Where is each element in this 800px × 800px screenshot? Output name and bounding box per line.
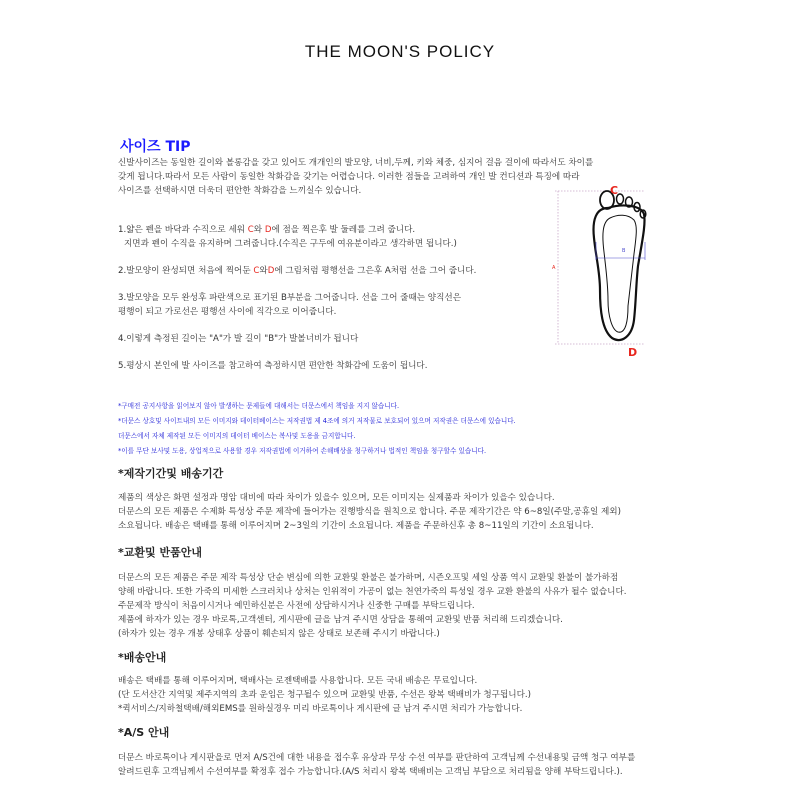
notice-2: *더문스 상호및 사이트내의 모든 이미지와 데이터베이스는 저작권법 제 4조에 의거 저작물로 보호되어 있으며 저작권은 더문스에 있습니다. <box>118 417 516 425</box>
production-heading: *제작기간및 배송기간 <box>118 467 224 480</box>
production-line-1: 제품의 색상은 화면 설정과 명암 대비에 따라 차이가 있을수 있으며, 모든 이미지는 실제품과 차이가 있을수 있습니다. <box>118 493 555 503</box>
as-line-1: 더문스 바로톡이나 게시판을로 먼저 A/S건에 대한 내용을 접수후 유상과 무상 수선 여부를 판단하여 고객님께 수선내용및 금액 청구 여부를 <box>118 753 636 763</box>
notice-3: 더문스에서 자체 제작된 모든 이미지의 데이터 베이스는 복사및 도용을 금지합니다. <box>118 432 356 440</box>
step-3-line-2: 평행이 되고 가로선은 평행선 사이에 직각으로 이어줍니다. <box>118 307 337 317</box>
exchange-line-3: 주문제작 방식이 처음이시거나 예민하신분은 사전에 상담하시거나 신중한 구매를 부탁드립니다. <box>118 601 475 611</box>
notice-1: *구매전 공지사항을 읽어보지 않아 발생하는 문제들에 대해서는 더문스에서 책임을 지지 않습니다. <box>118 402 400 410</box>
step-1-line-1: 1.얇은 펜을 바닥과 수직으로 세워 C와 D에 점을 찍은후 발 둘레를 그려 줍니다. <box>118 225 416 235</box>
exchange-line-2: 양해 바랍니다. 또한 가죽의 미세한 스크러치나 상처는 인위적이 가공이 없는 천연가죽의 특성일 경우 교환 환불의 사유가 될수 없습니다. <box>118 587 627 597</box>
exchange-line-1: 더문스의 모든 제품은 주문 제작 특성상 단순 변심에 의한 교환및 환불은 불가하며, 시즌오프및 세일 상품 역시 교환및 환불이 불가하점 <box>118 573 619 583</box>
shipping-heading: *배송안내 <box>118 651 167 664</box>
step-1-line-2: 지면과 펜이 수직을 유지하며 그려줍니다.(수직은 구두에 여유분이라고 생각하면 됩니다.) <box>124 239 457 249</box>
step-5: 5.평상시 본인에 발 사이즈를 참고하여 측정하시면 편안한 착화감에 도움이 됩니다. <box>118 361 428 371</box>
foot-outline <box>594 206 645 340</box>
label-c: C <box>610 184 619 197</box>
label-d: D <box>628 346 638 359</box>
label-a: A <box>552 265 556 271</box>
size-tip-intro-2: 갖게 됩니다.따라서 모든 사람이 동일한 착화감을 갖기는 어렵습니다. 이러한 점들을 고려하여 개인 발 컨디션과 특징에 따라 <box>118 172 580 182</box>
step-2: 2.발모양이 완성되면 처음에 찍어둔 C와D에 그림처럼 평행선을 그은후 A처럼 선을 그어 줍니다. <box>118 266 477 276</box>
as-heading: *A/S 안내 <box>118 726 170 739</box>
shipping-line-2: (단 도서산간 지역및 제주지역의 초과 운임은 청구될수 있으며 교환및 반품, 수선은 왕복 택배비가 청구됩니다.) <box>118 690 531 700</box>
production-line-3: 소요됩니다. 배송은 택배를 통해 이루어지며 2~3일의 기간이 소요됩니다. 제품을 주문하신후 총 8~11일의 기간이 소요됩니다. <box>118 521 594 531</box>
step-4: 4.이렇게 측정된 길이는 "A"가 발 길이 "B"가 발볼너비가 됩니다 <box>118 334 359 344</box>
size-tip-intro-1: 신발사이즈는 동일한 길이와 볼롱감을 갖고 있어도 개개인의 발모양, 너비,두께, 키와 체중, 심지어 걸음 걸이에 따라서도 차이를 <box>118 158 594 168</box>
shipping-line-3: *퀵서비스/지하철택배/해외EMS를 원하실경우 미리 바로톡이나 게시판에 글 남겨 주시면 처리가 가능합니다. <box>118 704 523 714</box>
exchange-line-5: (하자가 있는 경우 개봉 상태후 상품이 훼손되지 않은 상태로 보존해 주시기 바랍니다.) <box>118 629 440 639</box>
production-line-2: 더문스의 모든 제품은 수제화 특성상 주문 제작에 들어가는 진행방식을 원칙으로 합니다. 주문 제작기간은 약 6~8일(주말,공휴일 제외) <box>118 507 621 517</box>
shipping-line-1: 배송은 택배를 통해 이루어지며, 택배사는 로젠택배를 사용합니다. 모든 국내 배송은 무료입니다. <box>118 676 478 686</box>
exchange-line-4: 제품에 하자가 있는 경우 바로톡,고객센터, 게시판에 글을 남겨 주시면 상담을 통해여 교환및 반품 처리해 드리겠습니다. <box>118 615 563 625</box>
foot-measurement-diagram <box>550 180 660 360</box>
size-tip-heading: 사이즈 TIP <box>120 139 191 155</box>
step-3-line-1: 3.발모양을 모두 완성후 파란색으로 표기된 B부분을 그어줍니다. 선을 그어 줄때는 양직선은 <box>118 293 462 303</box>
inner-sole <box>603 215 636 332</box>
notice-4: *이를 무단 보사및 도용, 상업적으로 사용할 경우 저작권법에 이거하여 손해배상을 청구하거나 법적인 책임을 청구할수 있습니다. <box>118 447 487 455</box>
page-title: THE MOON'S POLICY <box>304 42 496 61</box>
as-line-2: 알려드린후 고객님께서 수선여부를 확정후 접수 가능합니다.(A/S 처리시 왕복 택배비는 고객님 부담으로 처리됨을 양해 부탁드립니다.). <box>118 767 623 777</box>
label-b: B <box>622 248 626 254</box>
size-tip-intro-3: 사이즈를 선택하시면 더욱더 편안한 착화감을 느끼실수 있습니다. <box>118 186 362 196</box>
exchange-heading: *교환및 반품안내 <box>118 546 202 559</box>
